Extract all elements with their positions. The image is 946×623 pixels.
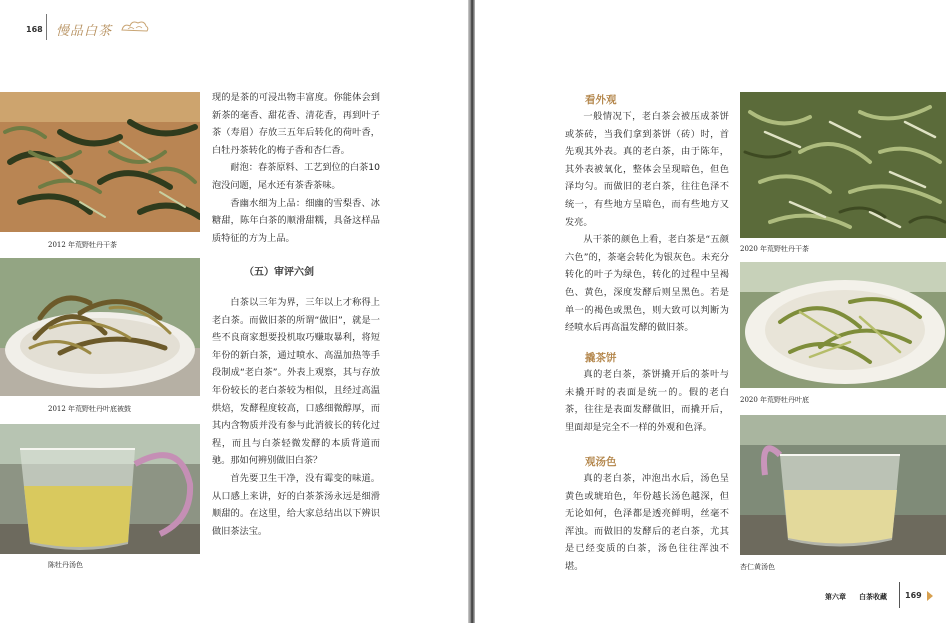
header-title: 慢品白茶 — [56, 24, 113, 39]
page-number-right: 169 — [905, 591, 922, 600]
paragraph: 耐泡：春茶原料、工艺到位的白茶10泡没问题，尾水还有茶香茶味。 — [212, 162, 380, 191]
caption-leaf-base-2012: 2012 年荒野牡丹叶底被鼓 — [48, 405, 132, 413]
book-spine — [468, 0, 475, 623]
header-divider — [46, 14, 47, 40]
paragraph: 白茶以三年为界，三年以上才称得上老白茶。而做旧茶的所谓“做旧”，就是一些不良商家想要投机取巧赚取暴利，将短年份的新白茶，通过喷水、高温加热等手段制成“老白茶”。外表上观察，其与存放年份较长的老白茶较为相似，且经过高温烘焙，发酵程度较高，口感细微醇厚，而其内含物质并没有参与此消彼长的转化过程，而且与白茶轻微发酵的本质背道而驰。那如何辨别做旧白茶？ — [212, 297, 380, 467]
paragraph: 真的老白茶，冲泡出水后，汤色呈黄色或琥珀色，年份越长汤色越深，但无论如何，色泽都是透亮鲜明，丝毫不浑浊。而做旧的发酵后的老白茶，尤其是已经变质的白茶，汤色往往浑浊不堪。 — [565, 473, 729, 572]
dry-tea-2020-photo — [740, 92, 946, 238]
caption-dry-tea-2012: 2012 年荒野牡丹干茶 — [48, 241, 118, 249]
body-text-top — [212, 89, 380, 247]
leaf-base-photo — [0, 258, 200, 396]
subhead-pry-cake: 撬茶饼 — [585, 352, 617, 364]
paragraph: 真的老白茶，茶饼撬开后的茶叶与未撬开时的表面是统一的。假的老白茶，往往是表面发酵做旧，而撬开后，里面却是完全不一样的外观和色泽。 — [565, 369, 729, 433]
footer-title: 白茶收藏 — [859, 593, 887, 601]
paragraph: 从干茶的颜色上看，老白茶是“五颜六色”的，茶毫会转化为银灰色。未充分转化的叶子为绿色，转化的过程中呈褐色、黄色，深度发酵后则呈黑色。若是单一的褐色或黑色，则大致可以判断为经喷水后再高温发酵的做旧茶。 — [565, 234, 729, 334]
section-pry-cake-text — [565, 366, 729, 436]
dry-tea-photo — [0, 92, 200, 232]
section-appearance-text — [565, 108, 729, 337]
page-arrow-icon — [927, 591, 933, 601]
footer-divider — [899, 582, 900, 608]
tea-liquor-photo — [0, 424, 200, 554]
almond-yellow-liquor-photo — [740, 415, 946, 555]
leaf-base-2020-photo — [740, 262, 946, 388]
paragraph: 香幽水细为上品：细幽的雪梨香、冰糖甜，陈年白茶的顺滑甜糯，具备这样品质特征的方为上品。 — [212, 197, 380, 244]
paragraph: 首先要卫生干净，没有霉变的味道。从口感上来讲，好的白茶茶汤永远是细滑顺甜的。在这里，给大家总结出以下辨识做旧茶法宝。 — [212, 472, 380, 537]
paragraph: 现的是茶的可浸出物丰富度。你能体会到新茶的毫香、甜花香、清花香，再到叶子茶（寿眉）存放三五年后转化的荷叶香，白牡丹茶转化的梅子香和杏仁香。 — [212, 92, 380, 156]
caption-leaf-base-2020: 2020 年荒野牡丹叶底 — [740, 396, 810, 404]
page-number-left: 168 — [26, 25, 43, 34]
subhead-appearance: 看外观 — [585, 94, 617, 106]
right-page — [475, 0, 946, 623]
caption-dry-tea-2020: 2020 年荒野牡丹干茶 — [740, 245, 810, 253]
caption-old-peony-liquor: 陈牡丹汤色 — [48, 561, 83, 569]
cloud-ornament-icon — [120, 18, 150, 34]
left-page — [0, 0, 468, 623]
section-liquor-color-text — [565, 470, 729, 576]
footer-chapter: 第六章 — [825, 593, 846, 601]
caption-almond-yellow-liquor: 杏仁黄汤色 — [740, 563, 775, 571]
section-title: （五）审评六剑 — [244, 267, 314, 278]
paragraph: 一般情况下，老白茶会被压成茶饼或茶砖，当我们拿到茶饼（砖）时，首先观其外表。真的老白茶，由于陈年，其外表被氧化，整体会呈现暗色，但色泽均匀。而做旧的老白茶，往往色泽不统一，有些地方呈暗色，而有些地方又发亮。 — [565, 111, 729, 228]
subhead-liquor-color: 观汤色 — [585, 456, 617, 468]
body-text-bottom — [212, 294, 380, 540]
